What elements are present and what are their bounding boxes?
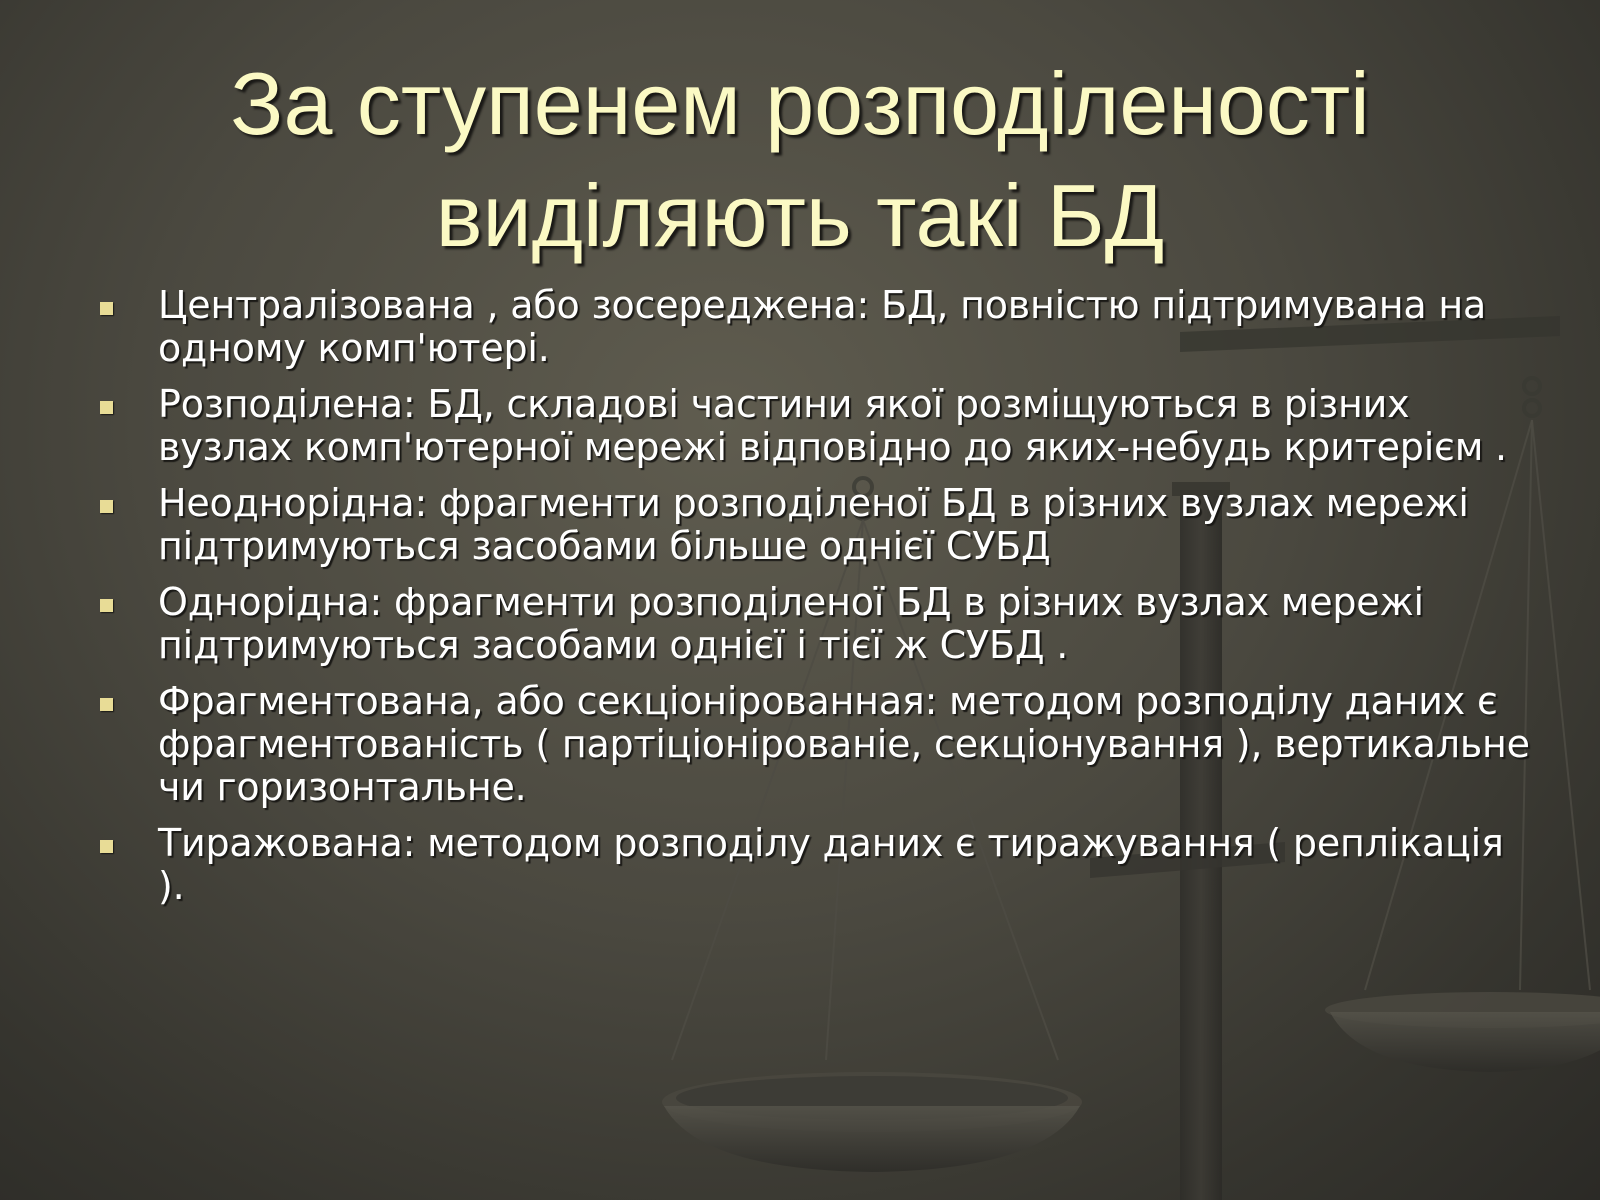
bullet-text: Фрагментована, або секціонірованная: методом розподілу даних є фрагментованість ( партіціонірованіе, секціонування ), вертикальне чи горизонтальне.	[158, 679, 1530, 809]
bullet-text: Тиражована: методом розподілу даних є тиражування ( реплікація ).	[158, 821, 1504, 908]
square-bullet-icon	[100, 599, 113, 612]
bullet-text: Розподілена: БД, складові частини якої розміщуються в різних вузлах комп'ютерної мережі відповідно до яких-небудь критерієм .	[158, 382, 1507, 469]
bullet-item-replicated	[96, 822, 1536, 908]
bullet-item-homogeneous	[96, 581, 1536, 667]
bullet-text: Централізована , або зосереджена: БД, повністю підтримувана на одному комп'ютері.	[158, 283, 1487, 370]
bullet-item-centralized	[96, 284, 1536, 370]
slide-title-line-2: виділяють такі БД	[435, 166, 1165, 265]
slide-title	[60, 48, 1540, 272]
bullet-item-fragmented	[96, 680, 1536, 809]
bullet-text: Неоднорідна: фрагменти розподіленої БД в різних вузлах мережі підтримуються засобами більше однієї СУБД	[158, 481, 1469, 568]
bullet-item-distributed	[96, 383, 1536, 469]
square-bullet-icon	[100, 698, 113, 711]
bullet-text: Однорідна: фрагменти розподіленої БД в різних вузлах мережі підтримуються засобами однієї і тієї ж СУБД .	[158, 580, 1424, 667]
square-bullet-icon	[100, 840, 113, 853]
square-bullet-icon	[100, 302, 113, 315]
bullet-list	[96, 284, 1536, 921]
square-bullet-icon	[100, 500, 113, 513]
square-bullet-icon	[100, 401, 113, 414]
slide-title-line-1: За ступенем розподіленості	[230, 54, 1370, 153]
bullet-item-heterogeneous	[96, 482, 1536, 568]
